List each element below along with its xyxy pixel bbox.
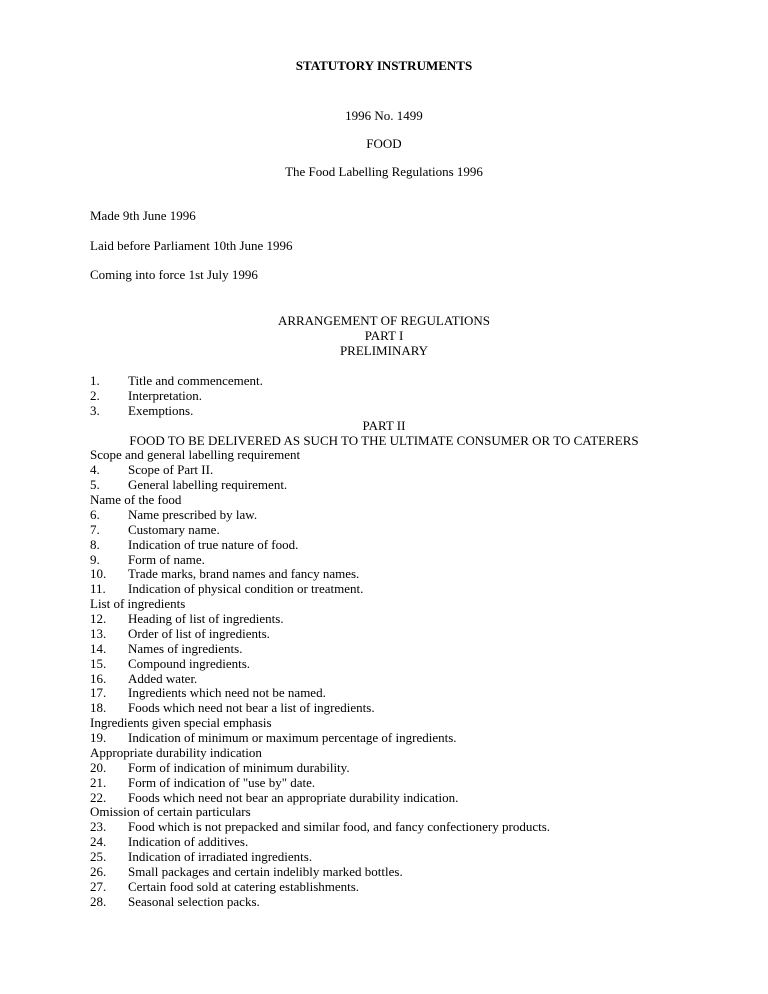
regulation-title: Names of ingredients. (128, 640, 243, 656)
regulation-number: 16. (90, 670, 107, 686)
regulation-number: 22. (90, 789, 107, 805)
regulation-title: Interpretation. (128, 387, 202, 403)
regulation-title: Form of indication of minimum durability. (128, 759, 350, 775)
regulation-title: Foods which need not bear a list of ingredients. (128, 700, 375, 716)
regulation-title: Indication of minimum or maximum percentage of ingredients. (128, 730, 457, 745)
regulation-number: 19. (90, 730, 107, 745)
section-heading: Name of the food (90, 492, 182, 507)
regulation-number: 13. (90, 625, 107, 641)
regulation-number: 15. (90, 655, 107, 671)
regulation-title: Small packages and certain indelibly marked bottles. (128, 863, 403, 879)
regulation-number: 7. (90, 521, 100, 537)
section-heading: Omission of certain particulars (90, 804, 251, 820)
contents-item (90, 686, 730, 701)
regulation-title: Customary name. (128, 521, 220, 537)
regulation-title: Seasonal selection packs. (128, 893, 260, 909)
contents-item (90, 612, 730, 627)
regulation-number: 10. (90, 566, 107, 582)
part-1-title: PRELIMINARY (339, 343, 429, 358)
regulations-title: The Food Labelling Regulations 1996 (285, 164, 483, 179)
regulation-number: 9. (90, 551, 100, 567)
regulation-title: Added water. (128, 670, 198, 686)
contents-item (90, 657, 730, 672)
contents-item (90, 776, 730, 791)
contents-item (90, 553, 730, 568)
regulation-title: Indication of irradiated ingredients. (128, 849, 313, 864)
regulation-number: 6. (90, 506, 100, 522)
regulation-number: 5. (90, 477, 100, 493)
regulation-number: 20. (90, 759, 107, 775)
part-heading: FOOD TO BE DELIVERED AS SUCH TO THE ULTIMATE CONSUMER OR TO CATERERS (129, 432, 639, 448)
contents-item (90, 642, 730, 657)
coming-into-force-date: Coming into force 1st July 1996 (90, 267, 258, 282)
contents-item (90, 701, 730, 716)
part-1-heading: PART I (364, 328, 404, 343)
contents-item (90, 895, 730, 910)
regulation-title: Heading of list of ingredients. (128, 611, 284, 626)
regulation-title: Trade marks, brand names and fancy names. (128, 566, 360, 582)
made-date: Made 9th June 1996 (90, 208, 196, 223)
regulation-title: Title and commencement. (128, 373, 263, 388)
regulation-number: 24. (90, 834, 107, 850)
regulation-number: 8. (90, 536, 100, 552)
contents-item (90, 791, 730, 806)
regulation-number: 21. (90, 774, 107, 790)
regulation-title: Indication of additives. (128, 834, 249, 850)
regulation-title: Indication of physical condition or treatment. (128, 581, 364, 597)
contents-item (90, 404, 730, 419)
regulation-number: 17. (90, 685, 107, 701)
contents-item (90, 820, 730, 835)
laid-date: Laid before Parliament 10th June 1996 (90, 238, 293, 253)
regulation-number: 4. (90, 462, 100, 478)
section-heading: List of ingredients (90, 596, 186, 612)
regulation-number: 23. (90, 819, 107, 835)
regulation-title: Name prescribed by law. (128, 506, 258, 522)
instrument-number: 1996 No. 1499 (345, 108, 423, 123)
section-heading: Ingredients given special emphasis (90, 715, 272, 731)
regulation-number: 2. (90, 387, 100, 403)
contents-item (90, 850, 730, 865)
regulation-title: Indication of true nature of food. (128, 536, 299, 552)
contents-item (90, 761, 730, 776)
regulation-number: 11. (90, 581, 106, 597)
contents-item (90, 627, 730, 642)
regulation-title: Form of name. (128, 551, 205, 567)
regulation-number: 1. (90, 373, 100, 388)
contents-item (90, 374, 730, 389)
regulation-title: Food which is not prepacked and similar food, and fancy confectionery products. (128, 819, 551, 835)
contents-item (90, 731, 730, 746)
section-heading: Appropriate durability indication (90, 744, 262, 760)
regulation-title: General labelling requirement. (128, 477, 288, 493)
regulation-title: Form of indication of "use by" date. (128, 774, 316, 790)
contents-item (90, 523, 730, 538)
contents-item (90, 538, 730, 553)
regulation-title: Certain food sold at catering establishments. (128, 878, 360, 894)
regulation-title: Foods which need not bear an appropriate durability indication. (128, 789, 459, 805)
contents-item (90, 672, 730, 687)
contents-item (90, 389, 730, 404)
regulation-number: 14. (90, 640, 107, 656)
regulation-number: 25. (90, 849, 107, 864)
contents-list (90, 374, 730, 910)
contents-item (90, 880, 730, 895)
regulation-number: 18. (90, 700, 107, 716)
contents-item (90, 865, 730, 880)
contents-item (90, 463, 730, 478)
contents-item (90, 478, 730, 493)
series-heading: STATUTORY INSTRUMENTS (295, 58, 473, 73)
contents-item (90, 835, 730, 850)
contents-item (90, 567, 730, 582)
regulation-title: Order of list of ingredients. (128, 625, 270, 641)
regulation-title: Ingredients which need not be named. (128, 685, 326, 701)
subject-heading: FOOD (366, 136, 402, 151)
contents-item (90, 508, 730, 523)
regulation-number: 3. (90, 402, 100, 418)
regulation-title: Scope of Part II. (128, 462, 214, 478)
contents-item (90, 582, 730, 597)
part-heading: PART II (362, 417, 406, 433)
regulation-title: Exemptions. (128, 402, 194, 418)
section-heading: Scope and general labelling requirement (90, 447, 301, 463)
arrangement-heading: ARRANGEMENT OF REGULATIONS (277, 313, 491, 328)
regulation-number: 27. (90, 878, 107, 894)
regulation-number: 28. (90, 893, 107, 909)
regulation-number: 26. (90, 863, 107, 879)
regulation-number: 12. (90, 611, 107, 626)
regulation-title: Compound ingredients. (128, 655, 251, 671)
